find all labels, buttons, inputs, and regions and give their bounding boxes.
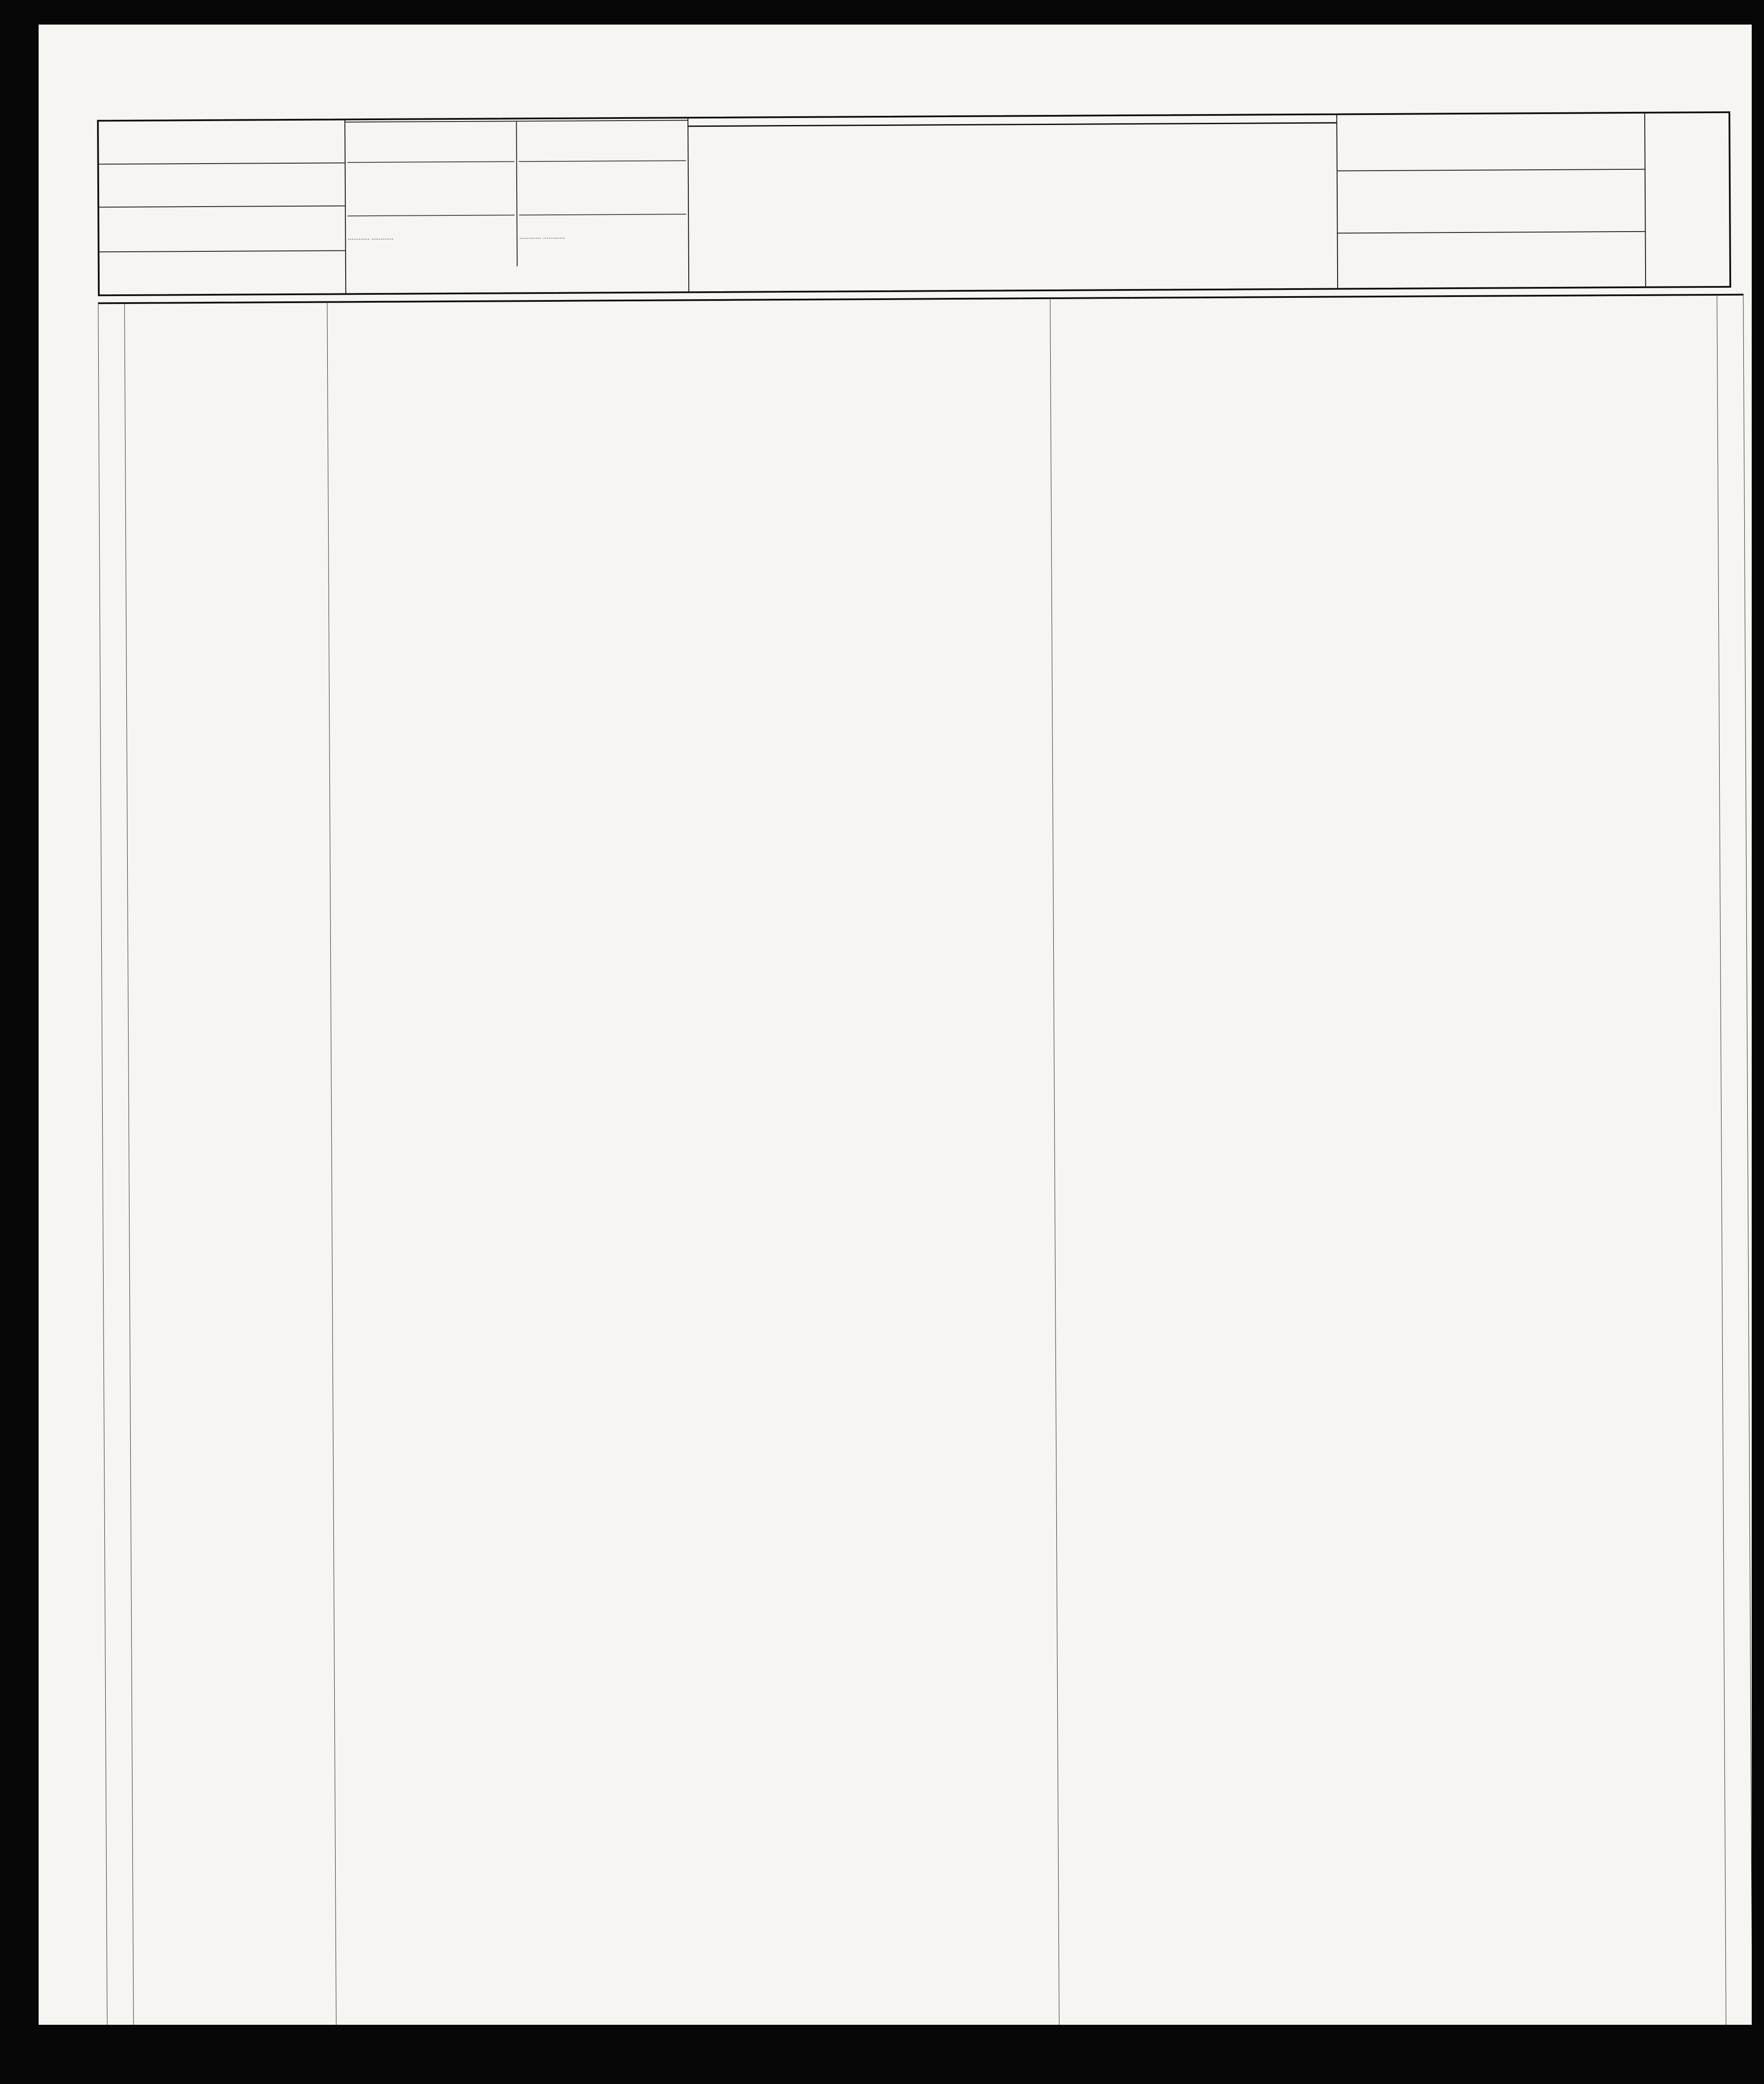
title-box: [688, 115, 1338, 292]
census-form-page: [39, 25, 1752, 2025]
hotel-box: ............ ............ ............ ............: [345, 118, 689, 293]
band-14-and-over: [1052, 297, 1715, 307]
band-head-of-household: [126, 304, 325, 312]
location-box: [99, 120, 346, 294]
form-header: [97, 111, 1731, 296]
form-content: [39, 25, 1752, 2025]
main-census-table-wrap: [98, 294, 1742, 2025]
sheet-number-box: [1645, 113, 1729, 286]
hotel-type-label: [347, 162, 515, 216]
signature-box: [1337, 114, 1646, 288]
hotel-name-label: [347, 123, 514, 163]
census-title: [710, 128, 1332, 131]
top-margin: [97, 25, 1730, 120]
hotel-name-label-2: [519, 122, 686, 162]
main-census-table: [98, 294, 1752, 2025]
hotel-type-label-2: [519, 161, 687, 215]
band-all-persons: [329, 300, 1048, 311]
